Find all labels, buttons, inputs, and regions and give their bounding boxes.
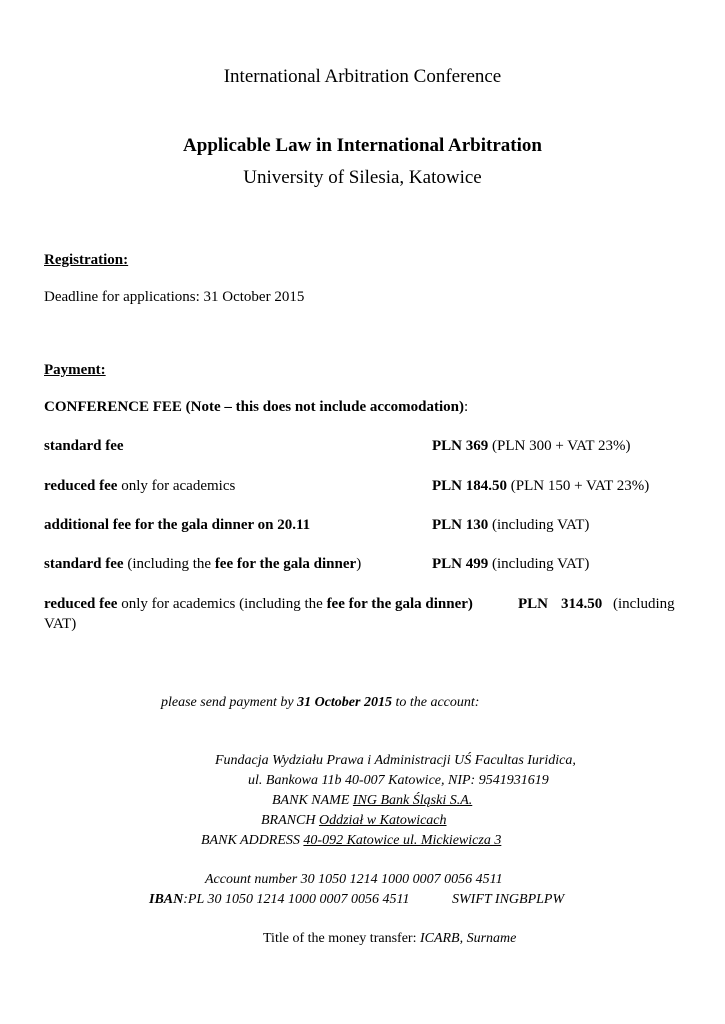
standard-fee-price: PLN 369 xyxy=(432,438,489,454)
reduced-fee-amount xyxy=(432,478,649,495)
reduced-gala-note-start: (including xyxy=(613,596,675,612)
bank-address: 40-092 Katowice ul. Mickiewicza 3 xyxy=(303,833,502,848)
iban-label: IBAN xyxy=(149,892,184,907)
bank-address-line xyxy=(201,833,501,849)
send-suffix: to the account: xyxy=(391,695,480,710)
branch-line xyxy=(261,813,447,829)
transfer-title-line xyxy=(263,931,516,947)
university-name: University of Silesia, Katowice xyxy=(243,167,482,188)
reduced-fee-bold: reduced fee xyxy=(44,478,118,494)
reduced-gala-bold-mid: fee for the gala dinner) xyxy=(326,596,473,612)
foundation-name: Fundacja Wydziału Prawa i Administracji UŚ Facultas Iuridica, xyxy=(215,753,576,768)
gala-fee-label: additional fee for the gala dinner on 20.11 xyxy=(44,517,311,533)
registration-deadline: Deadline for applications: 31 October 2015 xyxy=(44,289,305,305)
transfer-title: ICARB, Surname xyxy=(419,931,517,946)
conference-fee-note xyxy=(44,399,468,416)
conference-fee-colon: : xyxy=(464,399,469,415)
reduced-fee-note: (PLN 150 + VAT 23%) xyxy=(507,478,650,494)
send-prefix: please send payment by xyxy=(161,695,298,710)
reduced-gala-mid: only for academics (including the xyxy=(117,596,327,612)
standard-gala-end: ) xyxy=(356,556,362,572)
payment-heading: Payment: xyxy=(44,362,106,378)
reduced-fee-label xyxy=(44,478,235,495)
iban-number: :PL 30 1050 1214 1000 0007 0056 4511 xyxy=(183,892,410,907)
conference-title: Applicable Law in International Arbitration xyxy=(183,135,542,156)
branch-name: Oddział w Katowicach xyxy=(318,813,447,828)
standard-gala-fee-label xyxy=(44,556,361,573)
standard-fee-label: standard fee xyxy=(44,438,124,454)
conference-fee-label: CONFERENCE FEE (Note – this does not include accomodation) xyxy=(44,399,465,415)
account-number: Account number 30 1050 1214 1000 0007 0056 4511 xyxy=(205,872,503,887)
bank-name-line xyxy=(272,793,472,809)
reduced-fee-price: PLN 184.50 xyxy=(432,478,507,494)
bank-name: ING Bank Śląski S.A. xyxy=(352,793,473,808)
standard-gala-bold: standard fee xyxy=(44,556,124,572)
bank-name-label: BANK NAME xyxy=(272,793,353,808)
standard-gala-mid: (including the xyxy=(123,556,215,572)
standard-fee-amount xyxy=(432,438,630,455)
standard-gala-bold-mid: fee for the gala dinner xyxy=(214,556,357,572)
standard-gala-fee-amount xyxy=(432,556,589,573)
gala-fee-note: (including VAT) xyxy=(488,517,590,533)
reduced-gala-note-end: VAT) xyxy=(44,616,77,632)
reduced-gala-price: 314.50 xyxy=(561,596,603,612)
swift-code: SWIFT INGBPLPW xyxy=(452,892,565,907)
registration-heading: Registration: xyxy=(44,252,129,268)
send-payment-line xyxy=(161,695,479,711)
gala-fee-price: PLN 130 xyxy=(432,517,489,533)
standard-fee-note: (PLN 300 + VAT 23%) xyxy=(488,438,631,454)
reduced-fee-suffix: only for academics xyxy=(117,478,236,494)
branch-label: BRANCH xyxy=(261,813,319,828)
send-date: 31 October 2015 xyxy=(297,695,392,710)
conference-name: International Arbitration Conference xyxy=(223,66,502,87)
transfer-title-label: Title of the money transfer: xyxy=(263,931,420,946)
bank-address-label: BANK ADDRESS xyxy=(201,833,304,848)
standard-gala-price: PLN 499 xyxy=(432,556,489,572)
reduced-gala-fee-line xyxy=(44,596,473,613)
foundation-address: ul. Bankowa 11b 40-007 Katowice, NIP: 9541931619 xyxy=(248,773,549,788)
iban-line xyxy=(149,892,409,908)
gala-fee-amount xyxy=(432,517,589,534)
reduced-gala-currency: PLN xyxy=(518,596,548,612)
standard-gala-note: (including VAT) xyxy=(488,556,590,572)
reduced-gala-bold: reduced fee xyxy=(44,596,118,612)
